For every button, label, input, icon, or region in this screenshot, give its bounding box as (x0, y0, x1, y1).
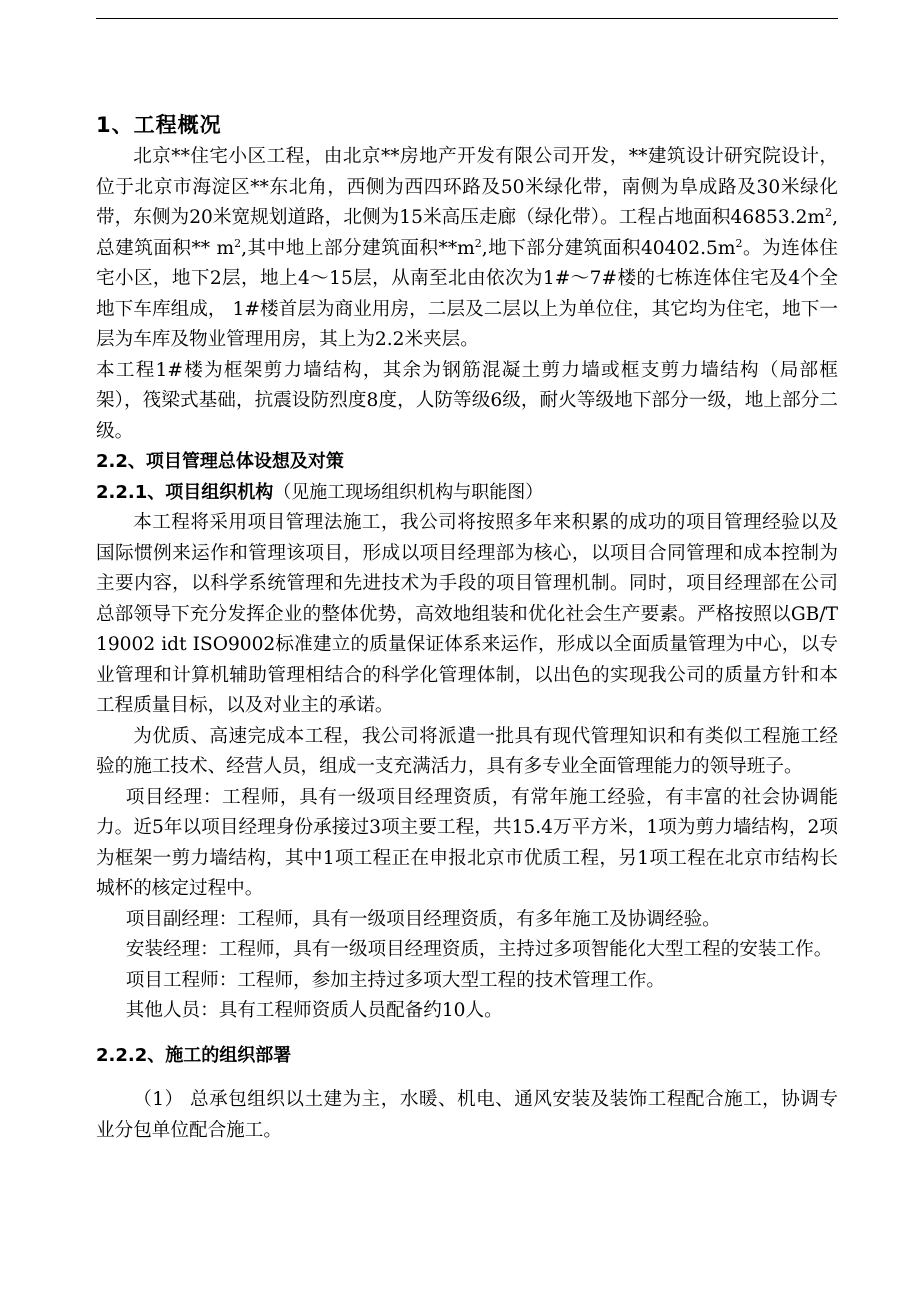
overview-text-b: ,总建筑面积** m (96, 207, 838, 259)
section-heading-overview: 1、工程概况 (96, 113, 222, 137)
section-heading-management: 2.2、项目管理总体设想及对策 (96, 451, 344, 472)
org-paragraph-1: 本工程将采用项目管理法施工，我公司将按照多年来积累的成功的项目管理经验以及国际惯例来运作和管理该项目，形成以项目经理部为核心，以项目合同管理和成本控制为主要内容，以科学系统管理和先进技术为手段的项目管理机制。同时，项目经理部在公司总部领导下充分发挥企业的整体优势，高效地组装和优化社会生产要素。严格按照以GB/T19002 idt ISO9002标准建立的质量保证体系来运作，形成以全面质量管理为中心，以专业管理和计算机辅助管理相结合的科学化管理体制，以出色的实现我公司的质量方针和本工程质量目标，以及对业主的承诺。 (96, 512, 838, 716)
document-body (96, 108, 838, 1146)
org-paragraph-2: 为优质、高速完成本工程，我公司将派遣一批具有现代管理知识和有类似工程施工经验的施工技术、经营人员，组成一支充满活力，具有多专业全面管理能力的领导班子。 (96, 725, 838, 777)
org-paragraph-other-staff: 其他人员：具有工程师资质人员配备约10人。 (125, 1000, 503, 1021)
overview-text-e: 。为连体住宅小区，地下2层，地上4～15层，从南至北由依次为1#～7#楼的七栋连体住宅及4个全地下车库组成， 1#楼首层为商业用房，二层及二层以上为单位住，其它均为住宅，地下一层为车库及物业管理用房，其上为2.2米夹层。 (96, 237, 838, 350)
overview-paragraph-1 (96, 142, 838, 356)
subsection-heading-organization-bold: 2.2.1、项目组织机构 (96, 481, 274, 503)
org-paragraph-project-manager: 项目经理：工程师，具有一级项目经理资质，有常年施工经验，有丰富的社会协调能力。近5年以项目经理身份承接过3项主要工程，共15.4万平方米，1项为剪力墙结构，2项为框架一剪力墙结构，其中1项工程正在申报北京市优质工程，另1项工程在北京市结构长城杯的核定过程中。 (96, 786, 838, 899)
org-paragraph-deputy-manager: 项目副经理：工程师，具有一级项目经理资质，有多年施工及协调经验。 (125, 908, 721, 930)
overview-text-d: ,地下部分建筑面积40402.5m (481, 237, 736, 259)
deploy-paragraph-1: （1） 总承包组织以土建为主，水暖、机电、通风安装及装饰工程配合施工，协调专业分包单位配合施工。 (96, 1089, 838, 1141)
org-paragraph-project-engineer: 项目工程师：工程师，参加主持过多项大型工程的技术管理工作。 (125, 969, 665, 991)
sup-1: 2 (825, 205, 833, 219)
overview-text-c: ,其中地上部分建筑面积**m (241, 237, 475, 259)
sup-3: 2 (474, 236, 482, 250)
overview-text-a: 北京**住宅小区工程，由北京**房地产开发有限公司开发，**建筑设计研究院设计，位于北京市海淀区**东北角，西侧为西四环路及50米绿化带，南侧为阜成路及30米绿化带，东侧为20米宽规划道路，北侧为15米高压走廊（绿化带）。工程占地面积46853.2m (96, 146, 838, 228)
header-rule (96, 18, 838, 19)
spacer (96, 1071, 838, 1085)
overview-paragraph-2: 本工程1#楼为框架剪力墙结构，其余为钢筋混凝土剪力墙或框支剪力墙结构（局部框架），筏梁式基础，抗震设防烈度8度，人防等级6级，耐火等级地下部分一级，地上部分二级。 (96, 359, 838, 442)
subsection-heading-deployment: 2.2.2、施工的组织部署 (96, 1044, 292, 1066)
sup-4: 2 (735, 236, 743, 250)
subsection-heading-organization (96, 478, 838, 509)
org-paragraph-install-manager: 安装经理：工程师，具有一级项目经理资质，主持过多项智能化大型工程的安装工作。 (125, 939, 833, 960)
sup-2: 2 (234, 236, 242, 250)
spacer (96, 1027, 838, 1041)
subsection-heading-organization-note: （见施工现场组织机构与职能图） (273, 481, 544, 503)
